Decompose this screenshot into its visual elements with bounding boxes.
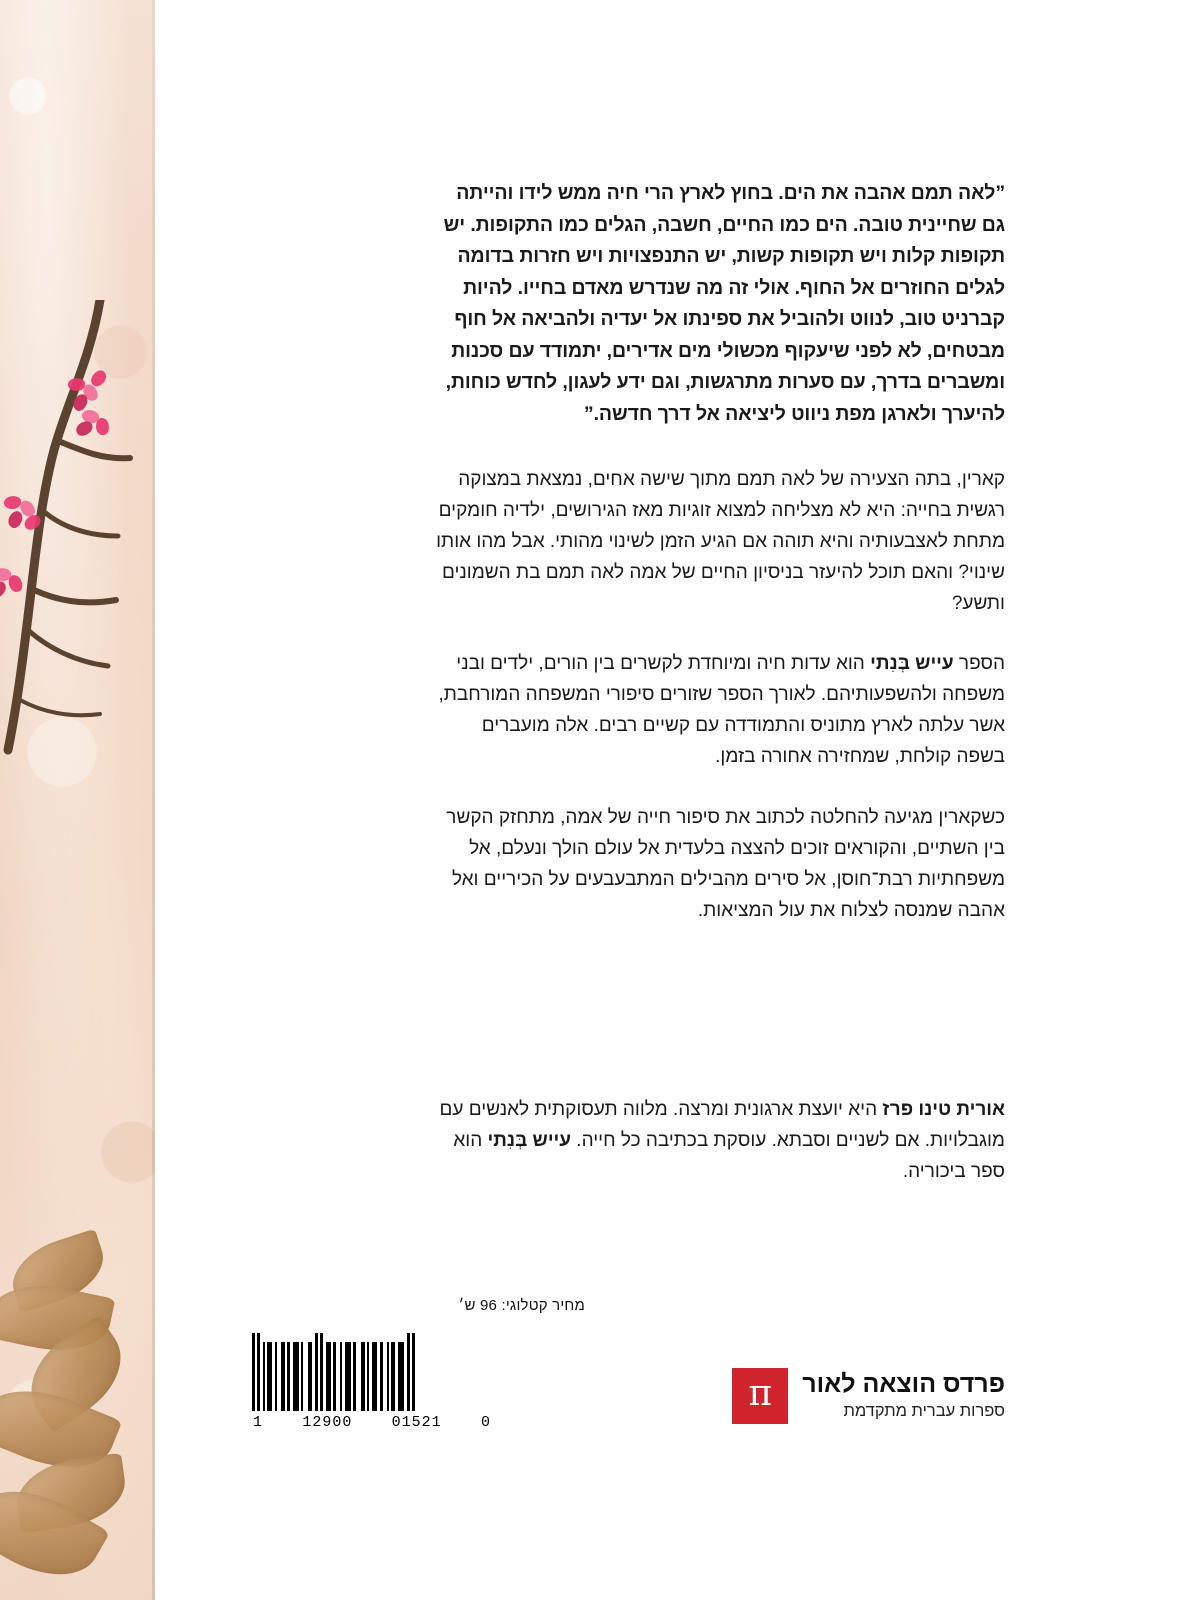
decorative-spine-strip (0, 0, 155, 1600)
author-bio-post: הוא ספר ביכוריה. (453, 1129, 1005, 1182)
publisher-name: פרדס הוצאה לאור (802, 1369, 1005, 1398)
publisher-tagline: ספרות עברית מתקדמת (843, 1401, 1005, 1420)
barcode-digits (252, 1414, 492, 1431)
blurb-paragraph-3-post: הוא עדות חיה ומיוחדת לקשרים בין הורים, ילדים ובני משפחה ולהשפעותיהם. לאורך הספר שזורים סיפורי המשפחה המורחבת, אשר עלתה לארץ מתוניס והתמודדה עם קשיים רבים. אלה מועברים בשפה קולחת, שמחזירה אחורה בזמן. (438, 653, 1005, 768)
barcode-group-2: 01521 (391, 1414, 442, 1431)
barcode (252, 1333, 492, 1431)
barcode-right-digit: 0 (480, 1414, 491, 1431)
book-title-inline-2: עייש בְּנִתי (487, 1129, 572, 1151)
cherry-blossom-branch-illustration (0, 300, 155, 860)
blurb-text-column (435, 178, 1005, 927)
author-name: אורית טינו פרז (882, 1099, 1005, 1120)
blurb-paragraph-3-pre: הספר (953, 653, 1005, 675)
dried-leaves-illustration (0, 1140, 155, 1560)
back-cover-content (155, 0, 1200, 1600)
blurb-paragraph-2: קארין, בתה הצעירה של לאה תמם מתוך שישה אחים, נמצאת במצוקה רגשית בחייה: היא לא מצליחה למצוא זוגיות מאז הגירושים, ילדיה חומקים מתחת לאצבעותיה והיא תוהה אם הגיע הזמן לשינוי מהותי. אבל מהו אותו שינוי? והאם תוכל להיעזר בניסיון החיים של אמה לאה תמם בת השמונים ותשע? (436, 468, 1005, 614)
publisher-text (802, 1370, 1005, 1422)
pull-quote: ”לאה תמם אהבה את הים. בחוץ לארץ הרי חיה ממש לידו והייתה גם שחיינית טובה. הים כמו החיים, חשבה, הגלים כמו התקופות. יש תקופות קלות ויש תקופות קשות, יש התנפצויות ויש חזרות בדומה לגלים החוזרים אל החוף. אולי זה מה שנדרש מאדם בחייו. להיות קברניט טוב, לנווט ולהוביל את ספינתו אל יעדיה ולהביאה אל חוף מבטחים, לא לפני שיעקוף מכשולי מים אדירים, יתמודד עם סכנות ומשברים בדרך, עם סערות מתרגשות, וגם ידע לעגון, לחדש כוחות, להיערך ולארגן מפת ניווט ליציאה אל דרך חדשה.” (443, 182, 1005, 426)
barcode-group-1: 12900 (302, 1414, 353, 1431)
author-bio-pre: היא יועצת ארגונית ומרצה. מלווה תעסוקתית לאנשים עם מוגבלויות. אם לשניים וסבתא. עוסקת בכתיבה כל חייה. (439, 1099, 1005, 1151)
barcode-left-digit: 1 (253, 1414, 264, 1431)
author-bio (435, 1095, 1005, 1188)
publisher-block (732, 1368, 1005, 1424)
book-title-inline-1: עייש בְּנִתי (870, 653, 954, 675)
publisher-logo-icon: π (732, 1368, 788, 1424)
blurb-paragraph-3 (435, 649, 1005, 773)
blurb-paragraph-4: כשקארין מגיעה להחלטה לכתוב את סיפור חייה של אמה, מתחזק הקשר בין השתיים, והקוראים זוכים להצצה בלעדית אל עולם הולך ונעלם, אל משפחתיות רבת־חוסן, אל סירים מהבילים המתבעבעים על הכיריים ואל אהבה שמנסה לצלוח את עול המציאות. (446, 807, 1005, 922)
catalog-price: מחיר קטלוגי: 96 ש׳ (458, 1297, 585, 1314)
barcode-bars (252, 1333, 492, 1411)
